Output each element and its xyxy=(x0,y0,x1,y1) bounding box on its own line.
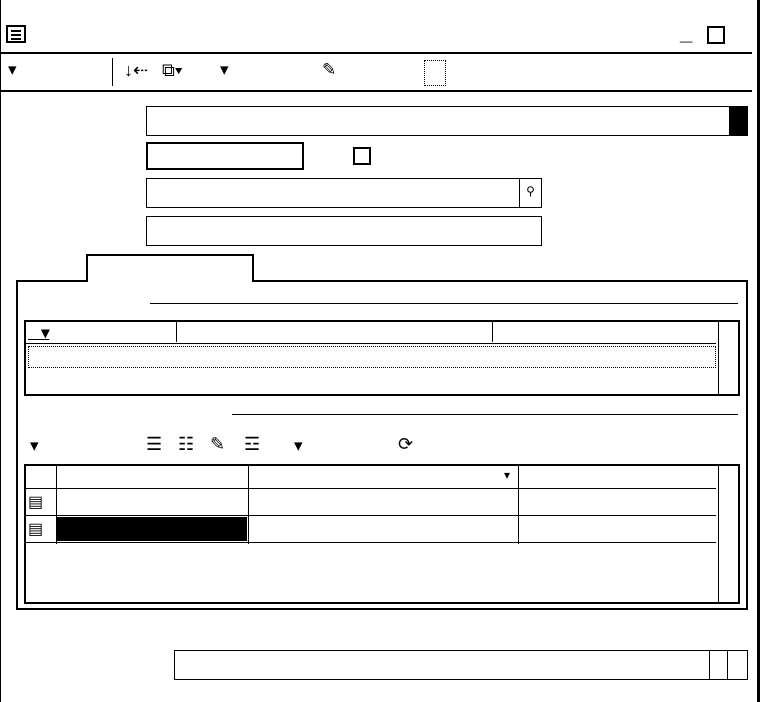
divider xyxy=(176,322,177,342)
hrdocs-goto-menu[interactable]: ▾ xyxy=(294,436,303,455)
row2-type[interactable] xyxy=(57,517,247,541)
delete-doc-icon[interactable]: ☲ xyxy=(244,434,261,454)
divider xyxy=(26,515,716,516)
divider xyxy=(26,542,716,543)
divider xyxy=(150,303,738,304)
refresh-icon[interactable]: ⟳ xyxy=(398,434,414,454)
divider xyxy=(492,322,493,342)
move-icon[interactable]: ↓⇠ xyxy=(124,60,149,80)
toolbar-actions-menu[interactable]: ▾ xyxy=(8,60,17,79)
hrdocs-actions-menu[interactable]: ▾ xyxy=(30,436,39,455)
group-field[interactable] xyxy=(174,650,748,680)
divider xyxy=(518,466,519,544)
active-checkbox[interactable] xyxy=(353,147,371,165)
form-icon xyxy=(6,25,26,43)
toolbar-separator xyxy=(112,58,113,86)
minimize-button[interactable]: _ xyxy=(680,20,693,45)
edit-doc-icon[interactable]: ✎ xyxy=(210,434,226,454)
tabnum-field[interactable] xyxy=(146,142,304,170)
search-icon[interactable]: ⚲ xyxy=(519,179,541,207)
close-icon[interactable] xyxy=(727,651,747,679)
workplace-scrollbar[interactable] xyxy=(718,322,739,394)
divider xyxy=(232,414,738,415)
name-field[interactable] xyxy=(146,106,748,136)
tab-hr[interactable] xyxy=(86,254,254,282)
list-item[interactable] xyxy=(28,346,716,368)
help-button[interactable] xyxy=(424,60,446,86)
divider xyxy=(248,466,249,544)
divider xyxy=(26,488,716,489)
toolbar-tips-button[interactable]: ✎ xyxy=(322,60,337,79)
toolbar-goto-menu[interactable]: ▾ xyxy=(220,60,229,79)
copy-doc-icon[interactable]: ☷ xyxy=(178,434,195,454)
document-icon: ▤ xyxy=(28,494,44,511)
structure-icon[interactable]: ⧉▾ xyxy=(162,60,183,80)
divider xyxy=(26,343,716,344)
org-field[interactable] xyxy=(146,178,542,208)
employment-field[interactable] xyxy=(146,216,542,246)
document-icon: ▤ xyxy=(28,521,44,538)
add-doc-icon[interactable]: ☰ xyxy=(146,434,163,454)
hrdocs-scrollbar[interactable] xyxy=(718,466,739,602)
ellipsis-icon[interactable] xyxy=(709,651,727,679)
col-from[interactable]: ▾ xyxy=(28,325,50,342)
ellipsis-icon[interactable] xyxy=(523,217,541,245)
chevron-down-icon[interactable] xyxy=(729,107,747,135)
ellipsis-icon[interactable] xyxy=(501,179,519,207)
maximize-button[interactable] xyxy=(707,26,725,44)
